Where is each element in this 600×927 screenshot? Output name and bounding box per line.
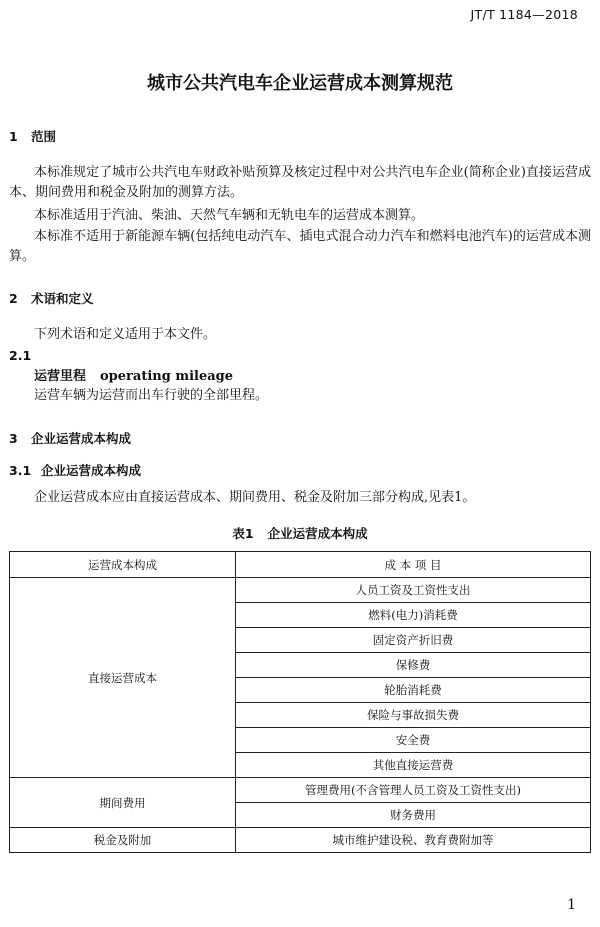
standard-number: JT/T 1184—2018 <box>470 7 578 22</box>
subsection-3-1-heading <box>9 461 141 479</box>
table-row <box>10 778 591 803</box>
column-header: 成 本 项 目 <box>236 552 591 578</box>
section-1-heading <box>9 127 56 145</box>
term-entry <box>34 367 233 387</box>
section-3-paragraph: 企业运营成本应由直接运营成本、期间费用、税金及附加三部分构成,见表1。 <box>34 490 476 505</box>
column-header: 运营成本构成 <box>10 552 236 578</box>
item-cell: 保修费 <box>236 653 591 678</box>
item-cell: 管理费用(不含管理人员工资及工资性支出) <box>236 778 591 803</box>
cost-structure-table <box>9 551 591 853</box>
item-cell: 轮胎消耗费 <box>236 678 591 703</box>
section-title: 企业运营成本构成 <box>31 431 132 446</box>
item-cell: 财务费用 <box>236 803 591 828</box>
document-title: 城市公共汽电车企业运营成本测算规范 <box>147 73 453 94</box>
section-2-heading <box>9 289 94 307</box>
table-caption-title: 企业运营成本构成 <box>267 526 368 541</box>
section-1-paragraph-2: 本标准适用于汽油、柴油、天然气车辆和无轨电车的运营成本测算。 <box>34 208 425 223</box>
item-cell: 其他直接运营费 <box>236 753 591 778</box>
subsection-number: 3.1 <box>9 463 32 478</box>
section-1-paragraph-1: 本标准规定了城市公共汽电车财政补贴预算及核定过程中对公共汽电车企业(简称企业)直接运营成本、期间费用和税金及附加的测算方法。 <box>9 165 591 200</box>
item-cell: 保险与事故损失费 <box>236 703 591 728</box>
group-cell: 期间费用 <box>10 778 236 828</box>
table-caption-label: 表1 <box>232 526 254 541</box>
section-2-intro: 下列术语和定义适用于本文件。 <box>34 327 217 342</box>
table-caption <box>0 524 600 542</box>
page-number: 1 <box>567 897 576 913</box>
item-cell: 燃料(电力)消耗费 <box>236 603 591 628</box>
section-3-heading <box>9 429 131 447</box>
group-cell: 直接运营成本 <box>10 578 236 778</box>
term-definition: 运营车辆为运营而出车行驶的全部里程。 <box>34 388 269 403</box>
section-number: 2 <box>9 291 18 306</box>
section-number: 1 <box>9 129 18 144</box>
table-row <box>10 578 591 603</box>
group-cell: 税金及附加 <box>10 828 236 853</box>
item-cell: 固定资产折旧费 <box>236 628 591 653</box>
section-1-paragraph-3: 本标准不适用于新能源车辆(包括纯电动汽车、插电式混合动力汽车和燃料电池汽车)的运营成本测算。 <box>9 229 591 264</box>
item-cell: 安全费 <box>236 728 591 753</box>
section-number: 3 <box>9 431 18 446</box>
table-row <box>10 828 591 853</box>
section-title: 术语和定义 <box>31 291 94 306</box>
table-header-row <box>10 552 591 578</box>
term-chinese: 运营里程 <box>34 369 87 384</box>
section-title: 范围 <box>31 129 57 144</box>
subsection-title: 企业运营成本构成 <box>41 463 142 478</box>
term-english: operating mileage <box>100 369 234 384</box>
item-cell: 人员工资及工资性支出 <box>236 578 591 603</box>
term-number: 2.1 <box>9 348 32 363</box>
item-cell: 城市维护建设税、教育费附加等 <box>236 828 591 853</box>
